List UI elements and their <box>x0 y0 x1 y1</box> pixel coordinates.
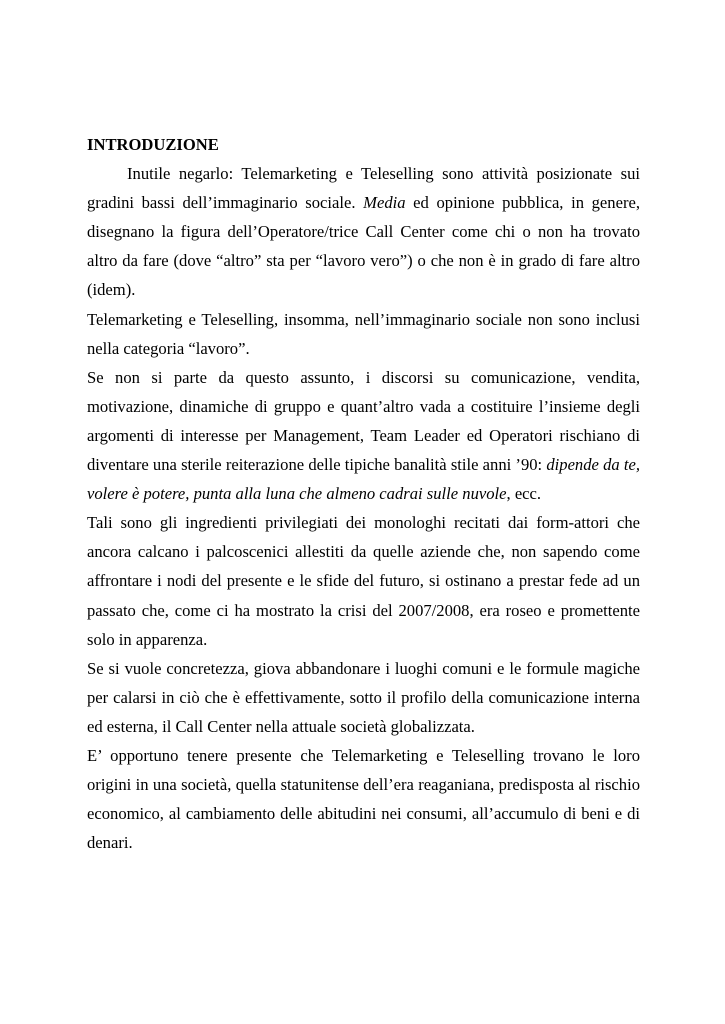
paragraph-5: Se si vuole concretezza, giova abbandonare i luoghi comuni e le formule magiche per calarsi in ciò che è effettivamente, sotto il profilo della comunicazione interna ed esterna, il Call Center nella attuale società globalizzata. <box>87 658 640 736</box>
section-heading: INTRODUZIONE <box>87 135 219 154</box>
paragraph-1-text-c: ed opinione pubblica, in genere, disegnano la figura dell’Operatore/trice Call Center come chi o non ha trovato altro da fare (dove “altro” sta per “lavoro vero”) o che non è in grado di fare altro (idem). <box>87 193 640 300</box>
paragraph-2: Telemarketing e Teleselling, insomma, nell’immaginario sociale non sono inclusi nella categoria “lavoro”. <box>87 309 640 358</box>
paragraph-1-text-a: Inutile negarlo: Telemarketing e Teleselling sono attività posizionate sui gradini bassi dell’immaginario sociale. <box>87 164 640 213</box>
document-page <box>87 130 640 857</box>
paragraph-1-italic: Media <box>363 193 406 213</box>
paragraph-1 <box>87 159 640 304</box>
paragraph-3-text-c: , ecc. <box>506 484 542 504</box>
paragraph-3 <box>87 363 640 508</box>
paragraph-4: Tali sono gli ingredienti privilegiati dei monologhi recitati dai form-attori che ancora calcano i palcoscenici allestiti da quelle aziende che, non sapendo come affrontare i nodi del presente e le sfide del futuro, si ostinano a prestar fede ad un passato che, come ci ha mostrato la crisi del 2007/2008, era roseo e promettente solo in apparenza. <box>87 513 640 649</box>
paragraph-3-italic: dipende da te, volere è potere, punta alla luna che almeno cadrai sulle nuvole <box>87 455 640 504</box>
paragraph-6: E’ opportuno tenere presente che Telemarketing e Teleselling trovano le loro origini in una società, quella statunitense dell’era reaganiana, predisposta al rischio economico, al cambiamento delle abitudini nei consumi, all’accumulo di beni e di denari. <box>87 745 640 853</box>
paragraph-3-text-a: Se non si parte da questo assunto, i discorsi su comunicazione, vendita, motivazione, dinamiche di gruppo e quant’altro vada a costituire l’insieme degli argomenti di interesse per Management, Team Leader ed Operatori rischiano di diventare una sterile reiterazione delle tipiche banalità stile anni ’90: <box>87 367 640 475</box>
